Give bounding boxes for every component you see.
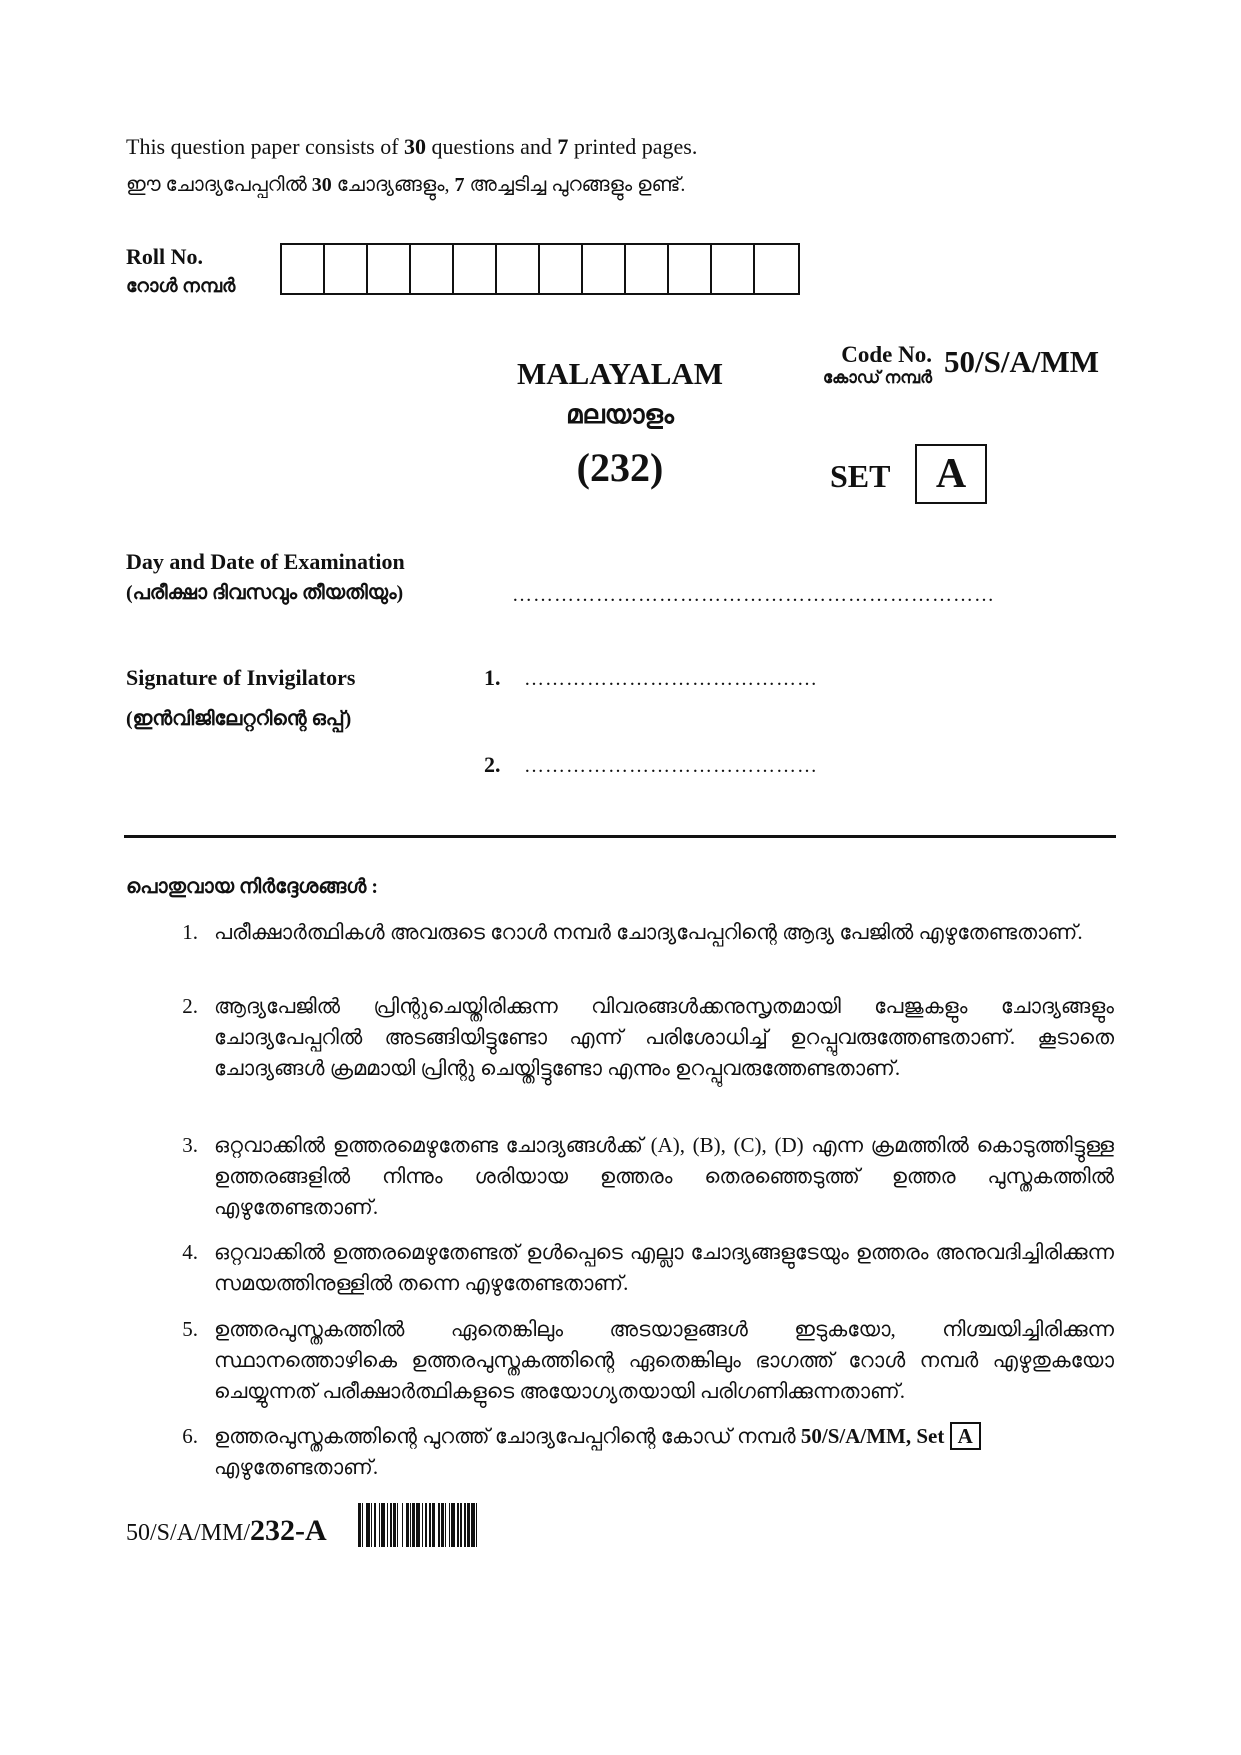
instruction-text: ആദ്യപേജിൽ പ്രിന്റുചെയ്തിരിക്കുന്ന വിവരങ്ങൾക്കനുസൃതമായി പേജുകളും ചോദ്യങ്ങളും ചോദ്യപേപ്പറിൽ അടങ്ങിയിട്ടുണ്ടോ എന്ന് പരിശോധിച്ച് ഉറപ്പുവരുത്തേണ്ടതാണ്. കൂടാതെ ചോദ്യങ്ങൾ ക്രമമായി പ്രിന്റു ചെയ്തിട്ടുണ്ടോ എന്നും ഉറപ്പുവരുത്തേണ്ടതാണ്. [214, 994, 1114, 1080]
invigilator-label-en: Signature of Invigilators [126, 665, 356, 690]
roll-number-cell[interactable] [325, 245, 368, 293]
instruction-item [168, 1314, 1114, 1409]
roll-number-cell[interactable] [282, 245, 325, 293]
barcode [358, 1503, 480, 1547]
header-line-en: This question paper consists of 30 questions and 7 printed pages. [126, 134, 698, 159]
set-inline-box: A [950, 1422, 981, 1450]
instruction-text: ഒറ്റവാക്കിൽ ഉത്തരമെഴുതേണ്ട ചോദ്യങ്ങൾക്ക് (A), (B), (C), (D) എന്ന ക്രമത്തിൽ കൊടുത്തിട്ടുള്ള ഉത്തരങ്ങളിൽ നിന്നും ശരിയായ ഉത്തരം തെരഞ്ഞെടുത്ത് ഉത്തര പുസ്തകത്തിൽ എഴുതേണ്ടതാണ്. [214, 1133, 1114, 1219]
instruction-number: 4. [182, 1240, 198, 1264]
roll-number-cell[interactable] [755, 245, 798, 293]
roll-number-cell[interactable] [454, 245, 497, 293]
code-value: 50/S/A/MM [944, 344, 1099, 379]
invigilator-1-field[interactable]: …………………………………… [524, 668, 818, 690]
roll-number-cell[interactable] [368, 245, 411, 293]
exam-date-field[interactable]: …………………………………………………………… [512, 584, 995, 606]
code-label-ml: കോഡ് നമ്പർ [822, 368, 932, 387]
instruction-text: ഒറ്റവാക്കിൽ ഉത്തരമെഴുതേണ്ടത് ഉൾപ്പെടെ എല്ലാ ചോദ്യങ്ങളുടേയും ഉത്തരം അനുവദിച്ചിരിക്കുന്ന സമയത്തിനുള്ളിൽ തന്നെ എഴുതേണ്ടതാണ്. [214, 1240, 1114, 1295]
instructions-heading: പൊതുവായ നിർദ്ദേശങ്ങൾ : [126, 876, 378, 898]
barcode-bar [477, 1503, 480, 1547]
exam-date-label-ml: (പരീക്ഷാ ദിവസവും തീയതിയും) [126, 582, 404, 604]
instruction-item [168, 1421, 1114, 1491]
divider [124, 835, 1116, 838]
footer-code: 50/S/A/MM/232-A [126, 1514, 327, 1547]
roll-label-ml: റോൾ നമ്പർ [126, 276, 236, 297]
instruction-item [168, 1237, 1114, 1301]
invigilator-2-number: 2. [484, 752, 501, 777]
instruction-item [168, 1130, 1114, 1225]
roll-number-cell[interactable] [411, 245, 454, 293]
instruction-number: 3. [182, 1133, 198, 1157]
roll-number-cell[interactable] [669, 245, 712, 293]
instruction-number: 2. [182, 994, 198, 1018]
set-label: SET [830, 458, 891, 494]
subject-name-en: MALAYALAM [516, 356, 724, 391]
roll-number-cell[interactable] [540, 245, 583, 293]
instruction-item [168, 917, 1114, 981]
instruction-text: ഉത്തരപുസ്തകത്തിന്റെ പുറത്ത് ചോദ്യപേപ്പറിന്റെ കോഡ് നമ്പർ 50/S/A/MM, Set A എഴുതേണ്ടതാണ്. [214, 1421, 1114, 1483]
roll-number-cell[interactable] [497, 245, 540, 293]
header-line-ml: ഈ ചോദ്യപേപ്പറിൽ 30 ചോദ്യങ്ങളും, 7 അച്ചടിച്ച പുറങ്ങളും ഉണ്ട്. [126, 174, 686, 196]
subject-code: (232) [576, 445, 664, 490]
instruction-number: 1. [182, 920, 198, 944]
invigilator-2-field[interactable]: …………………………………… [524, 755, 818, 777]
roll-label-en: Roll No. [126, 244, 203, 269]
invigilator-label-ml: (ഇൻവിജിലേറ്ററിന്റെ ഒപ്പ്) [126, 708, 352, 730]
code-label-en: Code No. [841, 342, 932, 367]
instruction-number: 5. [182, 1317, 198, 1341]
subject-name-ml: മലയാളം [566, 400, 674, 429]
roll-number-cell[interactable] [626, 245, 669, 293]
roll-number-boxes[interactable] [280, 243, 800, 295]
instruction-item [168, 991, 1114, 1117]
roll-number-cell[interactable] [583, 245, 626, 293]
set-box: A [915, 444, 987, 504]
exam-date-label-en: Day and Date of Examination [126, 549, 405, 574]
instruction-number: 6. [182, 1424, 198, 1448]
instruction-text: ഉത്തരപുസ്തകത്തിൽ ഏതെങ്കിലും അടയാളങ്ങൾ ഇടുകയോ, നിശ്ചയിച്ചിരിക്കുന്ന സ്ഥാനത്തൊഴികെ ഉത്തരപുസ്തകത്തിന്റെ ഏതെങ്കിലും ഭാഗത്ത് റോൾ നമ്പർ എഴുതുകയോ ചെയ്യുന്നത് പരീക്ഷാർത്ഥികളുടെ അയോഗ്യതയായി പരിഗണിക്കുന്നതാണ്. [214, 1317, 1114, 1403]
invigilator-1-number: 1. [484, 665, 501, 690]
instruction-text: പരീക്ഷാർത്ഥികൾ അവരുടെ റോൾ നമ്പർ ചോദ്യപേപ്പറിന്റെ ആദ്യ പേജിൽ എഴുതേണ്ടതാണ്. [214, 920, 1083, 944]
roll-number-cell[interactable] [712, 245, 755, 293]
